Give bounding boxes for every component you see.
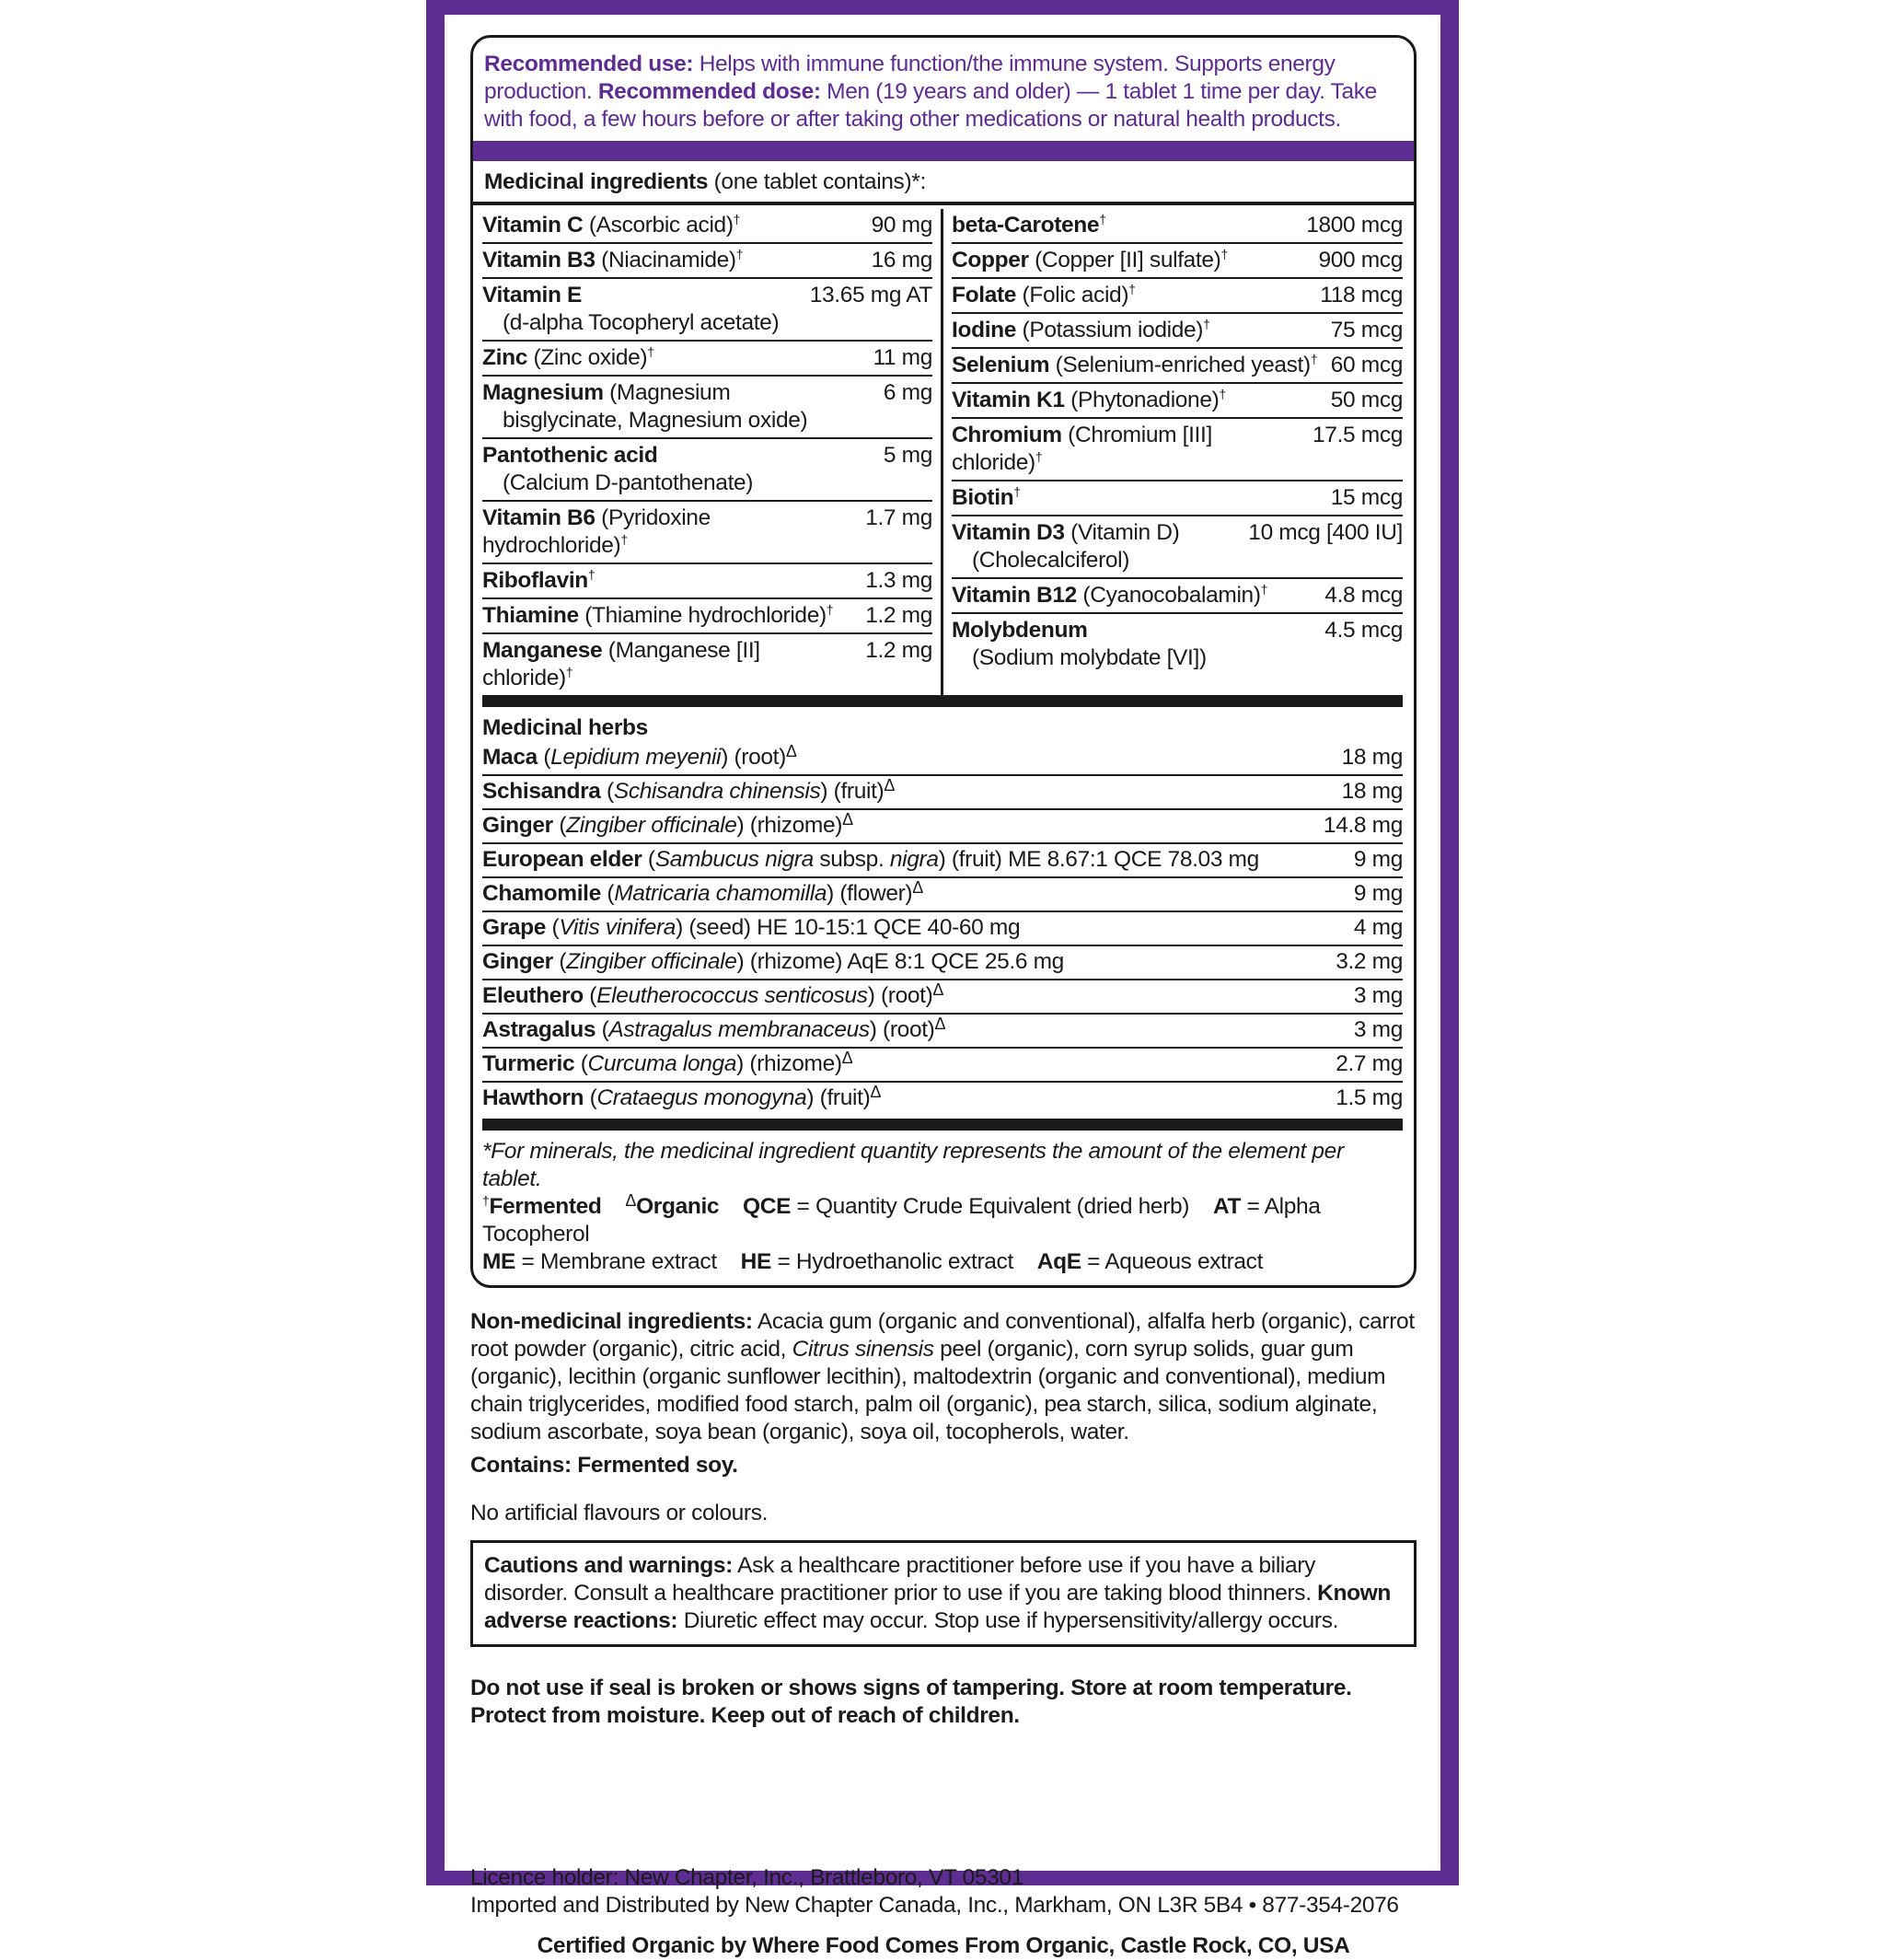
cautions-label: Cautions and warnings: <box>484 1553 733 1578</box>
ingredient-amount: 15 mcg <box>1330 485 1403 510</box>
ingredient-amount: 1.2 mg <box>865 603 932 628</box>
ingredient-row <box>482 500 932 562</box>
dagger-mark: † <box>1203 317 1210 331</box>
herb-latin: Lepidium meyenii <box>550 745 722 770</box>
ingredient-row <box>952 312 1403 347</box>
herb-latin: Zingiber officinale <box>566 949 737 974</box>
ingredient-amount: 900 mcg <box>1318 248 1403 273</box>
licence-holder: Licence holder: New Chapter, Inc., Brattleboro, VT 05301 <box>470 1865 1023 1890</box>
herb-amount: 4 mg <box>1353 915 1403 940</box>
dagger-mark: † <box>826 602 834 617</box>
ingredient-name: Iodine <box>952 318 1017 342</box>
recommended-dose-text: Men (19 years and older) — 1 tablet 1 time per day. Take with food, a few hours before or after taking other medications or natural health products. <box>484 79 1377 132</box>
delta-symbol: Δ <box>625 1191 637 1210</box>
ingredient-row <box>482 597 932 632</box>
ingredient-amount: 5 mg <box>883 443 932 468</box>
herb-description: Eleuthero (Eleutherococcus senticosus) (root)$^\Delta$ <box>482 980 944 1008</box>
medicinal-herbs-section <box>473 707 1414 1119</box>
herb-description: Grape (Vitis vinifera) (seed) HE 10-15:1 QCE 40-60 mg <box>482 915 1021 940</box>
herb-latin-2: nigra <box>889 847 939 872</box>
ingredient-amount: 1800 mcg <box>1306 213 1403 238</box>
organic-mark: Δ <box>932 980 944 999</box>
dagger-mark: † <box>587 567 596 582</box>
ingredient-row <box>482 242 932 277</box>
non-medicinal-ingredients <box>470 1308 1417 1446</box>
ingredient-row <box>482 277 932 340</box>
medicinal-heading <box>473 161 1414 205</box>
ingredient-row <box>482 209 932 242</box>
ingredient-row <box>482 562 932 597</box>
ingredient-amount: 17.5 mcg <box>1313 423 1403 447</box>
herb-description: Turmeric (Curcuma longa) (rhizome)$^\Delta$ <box>482 1049 853 1076</box>
organic-mark: Δ <box>785 742 797 760</box>
adverse-text: Diuretic effect may occur. Stop use if hypersensitivity/allergy occurs. <box>683 1608 1339 1633</box>
herb-name: Astragalus <box>482 1017 596 1042</box>
ingredient-name-block <box>952 519 1239 574</box>
ingredient-name: Thiamine <box>482 603 579 628</box>
ingredient-amount: 90 mg <box>871 213 932 238</box>
dagger-symbol: † <box>482 1193 490 1208</box>
dagger-mark: † <box>1128 282 1136 296</box>
ingredient-name-block <box>482 504 856 560</box>
ingredient-amount: 16 mg <box>871 248 932 273</box>
dagger-mark: † <box>735 247 744 261</box>
he-abbr: HE <box>740 1249 771 1274</box>
ingredient-amount: 118 mcg <box>1320 283 1403 307</box>
herb-extract: AqE 8:1 QCE 25.6 mg <box>847 949 1064 974</box>
herb-row <box>482 1081 1403 1115</box>
herb-latin: Vitis vinifera <box>559 915 677 940</box>
herb-row <box>482 808 1403 842</box>
herb-amount: 9 mg <box>1353 847 1403 872</box>
herb-amount: 14.8 mg <box>1323 813 1403 838</box>
herb-latin: Matricaria chamomilla <box>614 881 827 906</box>
ingredient-amount: 6 mg <box>883 380 932 405</box>
ingredient-name-block <box>952 387 1322 414</box>
recommended-use-text: Helps with immune function/the immune system. Supports energy production. <box>484 52 1336 104</box>
fermented-label: Fermented <box>489 1194 602 1219</box>
ingredient-source: (Chromium [III] chloride) <box>952 423 1212 475</box>
ingredient-source-cont: bisglycinate, Magnesium oxide) <box>503 408 808 433</box>
herb-part: (root) <box>880 983 933 1008</box>
ingredient-source: (Pyridoxine hydrochloride) <box>482 505 711 558</box>
organic-mark: Δ <box>934 1015 946 1033</box>
certified-organic: Certified Organic by Where Food Comes From Organic, Castle Rock, CO, USA <box>537 1933 1350 1958</box>
ingredient-name: Folate <box>952 283 1017 307</box>
ingredient-row <box>952 612 1403 675</box>
herb-amount: 18 mg <box>1341 779 1403 804</box>
herb-amount: 1.5 mg <box>1336 1085 1403 1110</box>
herb-row <box>482 1013 1403 1047</box>
herb-extract: ME 8.67:1 QCE 78.03 mg <box>1008 847 1259 872</box>
herb-part: (root) <box>883 1017 935 1042</box>
ingredient-name: Vitamin D3 <box>952 520 1065 545</box>
herbs-title: Medicinal herbs <box>482 715 648 740</box>
herb-latin: Curcuma longa <box>587 1051 737 1076</box>
nonmed-text-italic: Citrus sinensis <box>792 1337 934 1362</box>
cautions-box <box>470 1540 1417 1647</box>
ingredient-name-block <box>482 282 801 337</box>
ingredient-amount: 10 mcg [400 IU] <box>1248 520 1403 545</box>
medicinal-heading-rest: (one tablet contains)*: <box>713 169 926 194</box>
herb-amount: 18 mg <box>1341 745 1403 770</box>
me-text: = Membrane extract <box>521 1249 717 1274</box>
ingredient-source-cont: (d-alpha Tocopheryl acetate) <box>503 310 780 335</box>
herb-row <box>482 742 1403 774</box>
ingredient-amount: 1.7 mg <box>865 505 932 530</box>
ingredient-name: Copper <box>952 248 1029 273</box>
ingredient-row <box>952 277 1403 312</box>
thick-rule <box>482 695 1403 707</box>
dagger-mark: † <box>565 665 573 679</box>
ingredient-name-block <box>482 247 862 274</box>
herb-row <box>482 1047 1403 1081</box>
ingredient-name-block <box>952 484 1322 512</box>
ingredient-row <box>952 209 1403 242</box>
recommended-section <box>473 38 1414 141</box>
herb-name: Chamomile <box>482 881 601 906</box>
ingredient-source: (Potassium iodide) <box>1022 318 1204 342</box>
ingredient-source: (Selenium-enriched yeast) <box>1055 353 1311 377</box>
no-artificial-statement: No artificial flavours or colours. <box>470 1501 769 1525</box>
label-content <box>470 35 1417 1960</box>
dagger-mark: † <box>647 344 654 359</box>
herb-latin: Sambucus nigra <box>654 847 814 872</box>
ingredient-row <box>482 632 932 695</box>
ingredient-name-block <box>952 247 1309 274</box>
herb-row <box>482 910 1403 945</box>
ingredient-name-block <box>482 344 863 372</box>
recommended-use-label: Recommended use: <box>484 52 694 76</box>
herb-part: (flower) <box>839 881 913 906</box>
label-panel <box>445 15 1440 1958</box>
ingredient-source: (Cyanocobalamin) <box>1082 583 1261 608</box>
ingredient-name: beta-Carotene <box>952 213 1100 238</box>
herb-row <box>482 945 1403 979</box>
organic-mark: Δ <box>884 776 896 794</box>
herb-row <box>482 979 1403 1013</box>
contains-statement: Contains: Fermented soy. <box>470 1453 738 1478</box>
organic-label: Organic <box>636 1194 720 1219</box>
ingredient-amount: 75 mcg <box>1330 318 1403 342</box>
aqe-text: = Aqueous extract <box>1087 1249 1264 1274</box>
ingredients-left-column <box>473 209 943 695</box>
ingredient-source: (Thiamine hydrochloride) <box>584 603 827 628</box>
footnote-legend-1 <box>482 1193 1403 1248</box>
dagger-mark: † <box>1013 484 1021 499</box>
organic-mark: Δ <box>841 1049 853 1067</box>
ingredient-name-block <box>952 582 1315 609</box>
dagger-mark: † <box>1035 449 1043 464</box>
herb-name: Grape <box>482 915 547 940</box>
dagger-mark: † <box>733 212 741 226</box>
dagger-mark: † <box>620 532 628 547</box>
ingredient-source: (Folic acid) <box>1022 283 1129 307</box>
ingredient-source-cont: (Cholecalciferol) <box>972 548 1130 573</box>
ingredient-name: Chromium <box>952 423 1062 447</box>
herb-name: Hawthorn <box>482 1085 584 1110</box>
nonmed-text-b: peel (organic), corn syrup solids, guar gum (organic), lecithin (organic sunflower lecithin), maltodextrin (organic and conventional), medium chain triglycerides, modified food starch, palm oil (organic), pea starch, silica, sodium alginate, sodium ascorbate, soya bean (organic), soya oil, tocopherols, water. <box>470 1337 1386 1444</box>
herb-amount: 3 mg <box>1353 983 1403 1008</box>
ingredient-row <box>952 480 1403 515</box>
herb-latin: Eleutherococcus senticosus <box>596 983 868 1008</box>
ingredient-row <box>952 242 1403 277</box>
at-text: = Alpha Tocopherol <box>482 1194 1321 1247</box>
herb-latin: Crataegus monogyna <box>596 1085 807 1110</box>
ingredient-row <box>952 382 1403 417</box>
ingredient-name-block <box>482 637 856 692</box>
recommended-dose-label: Recommended dose: <box>597 79 821 104</box>
qce-text: = Quantity Crude Equivalent (dried herb) <box>796 1194 1190 1219</box>
herb-part: (root) <box>734 745 786 770</box>
ingredient-amount: 1.3 mg <box>865 568 932 593</box>
ingredient-row <box>952 417 1403 480</box>
dagger-mark: † <box>1099 212 1106 226</box>
ingredient-name: Vitamin B3 <box>482 248 596 273</box>
ingredient-amount: 13.65 mg AT <box>809 283 932 307</box>
ingredient-row <box>952 577 1403 612</box>
adverse-label: Known adverse reactions: <box>484 1581 1392 1633</box>
ingredient-name-block <box>482 442 874 497</box>
ingredient-source: (Niacinamide) <box>601 248 736 273</box>
ingredient-row <box>482 437 932 500</box>
ingredient-source: (Phytonadione) <box>1070 388 1220 412</box>
herb-latin: Astragalus membranaceus <box>608 1017 870 1042</box>
herb-row <box>482 876 1403 910</box>
herb-row <box>482 774 1403 808</box>
ingredient-name: Vitamin E <box>482 283 583 307</box>
ingredient-row <box>952 515 1403 577</box>
organic-mark: Δ <box>912 878 923 897</box>
qce-abbr: QCE <box>743 1194 792 1219</box>
ingredient-name: Pantothenic acid <box>482 443 658 468</box>
herb-description: Chamomile (Matricaria chamomilla) (flower)$^\Delta$ <box>482 878 923 906</box>
thick-rule-bottom <box>482 1119 1403 1131</box>
cautions-text: Ask a healthcare practitioner before use if you have a biliary disorder. Consult a healthcare practitioner prior to use if you are taking blood thinners. <box>484 1553 1316 1606</box>
dagger-mark: † <box>1310 352 1318 366</box>
herb-description: Schisandra (Schisandra chinensis) (fruit)$^\Delta$ <box>482 776 896 804</box>
ingredient-name-block <box>482 379 874 435</box>
herb-part: (fruit) <box>833 779 885 804</box>
ingredient-row <box>482 340 932 375</box>
herb-name: European elder <box>482 847 642 872</box>
ingredient-name: Vitamin K1 <box>952 388 1065 412</box>
footnote-minerals: *For minerals, the medicinal ingredient quantity represents the amount of the element per tablet. <box>482 1139 1344 1191</box>
ingredient-amount: 4.5 mcg <box>1324 618 1403 643</box>
ingredient-source-cont: (Sodium molybdate [VI]) <box>972 645 1207 670</box>
herb-name: Schisandra <box>482 779 601 804</box>
dagger-mark: † <box>1220 247 1228 261</box>
dagger-mark: † <box>1260 582 1268 597</box>
herb-description: Ginger (Zingiber officinale) (rhizome) AqE 8:1 QCE 25.6 mg <box>482 949 1064 974</box>
importer-line: Imported and Distributed by New Chapter Canada, Inc., Markham, ON L3R 5B4 • 877-354-2076 <box>470 1893 1399 1918</box>
herb-part: (fruit) <box>819 1085 871 1110</box>
ingredient-name-block <box>952 317 1322 344</box>
ingredient-amount: 50 mcg <box>1330 388 1403 412</box>
herb-name: Eleuthero <box>482 983 584 1008</box>
ingredient-name: Vitamin B6 <box>482 505 596 530</box>
me-abbr: ME <box>482 1249 516 1274</box>
herb-row <box>482 842 1403 876</box>
ingredient-name-block <box>952 617 1315 672</box>
herb-description: Maca (Lepidium meyenii) (root)$^\Delta$ <box>482 742 797 770</box>
purple-divider <box>473 141 1414 161</box>
footnotes <box>473 1131 1414 1285</box>
organic-mark: Δ <box>842 810 853 829</box>
medicinal-heading-bold: Medicinal ingredients <box>484 169 709 194</box>
ingredients-right-column <box>943 209 1414 695</box>
nonmed-text-a: Acacia gum (organic and conventional), alfalfa herb (organic), carrot root powder (organic), citric acid, <box>470 1309 1415 1362</box>
ingredient-row <box>952 347 1403 382</box>
footnote-legend-2 <box>482 1248 1403 1276</box>
ingredient-name-block <box>482 212 862 239</box>
ingredient-name: Riboflavin <box>482 568 588 593</box>
ingredient-name: Biotin <box>952 485 1014 510</box>
ingredient-amount: 11 mg <box>873 345 932 370</box>
he-text: = Hydroethanolic extract <box>777 1249 1013 1274</box>
at-abbr: AT <box>1212 1194 1242 1219</box>
ingredient-name: Selenium <box>952 353 1050 377</box>
ingredient-source: (Manganese [II] chloride) <box>482 638 760 690</box>
aqe-abbr: AqE <box>1036 1249 1081 1274</box>
herb-extract: HE 10-15:1 QCE 40-60 mg <box>757 915 1021 940</box>
ingredient-name-block <box>482 567 856 595</box>
ingredient-source: (Copper [II] sulfate) <box>1035 248 1221 273</box>
ingredient-name-block <box>952 352 1322 379</box>
ingredient-source: (Ascorbic acid) <box>588 213 734 238</box>
herb-part: (fruit) <box>951 847 1002 872</box>
ingredient-source-cont: (Calcium D-pantothenate) <box>503 470 754 495</box>
ingredient-amount: 4.8 mcg <box>1324 583 1403 608</box>
ingredient-name: Zinc <box>482 345 527 370</box>
ingredient-name: Vitamin B12 <box>952 583 1077 608</box>
herb-part: (rhizome) <box>749 1051 842 1076</box>
ingredient-name-block <box>482 602 856 630</box>
herb-amount: 9 mg <box>1353 881 1403 906</box>
ingredient-row <box>482 375 932 437</box>
ingredient-name: Manganese <box>482 638 603 663</box>
herb-amount: 3.2 mg <box>1336 949 1403 974</box>
herb-description: European elder (Sambucus nigra subsp. nigra) (fruit) ME 8.67:1 QCE 78.03 mg <box>482 847 1259 872</box>
ingredient-name: Molybdenum <box>952 618 1088 643</box>
herb-latin-mid: subsp. <box>813 847 890 872</box>
ingredient-name-block <box>952 422 1303 477</box>
ingredient-name: Magnesium <box>482 380 604 405</box>
ingredient-amount: 1.2 mg <box>865 638 932 663</box>
herbs-list <box>482 742 1403 1115</box>
ingredient-source: (Magnesium <box>609 380 731 405</box>
ingredient-source: (Zinc oxide) <box>533 345 648 370</box>
herb-latin: Zingiber officinale <box>566 813 737 838</box>
label-frame <box>426 0 1459 1958</box>
herb-description: Astragalus (Astragalus membranaceus) (root)$^\Delta$ <box>482 1015 946 1042</box>
herb-amount: 3 mg <box>1353 1017 1403 1042</box>
ingredients-grid <box>473 205 1414 695</box>
ingredient-source: (Vitamin D) <box>1070 520 1180 545</box>
herb-description: Ginger (Zingiber officinale) (rhizome)$^\Delta$ <box>482 810 853 838</box>
nonmed-label: Non-medicinal ingredients: <box>470 1309 753 1334</box>
herb-name: Ginger <box>482 813 553 838</box>
dagger-mark: † <box>1219 387 1226 401</box>
herb-part: (rhizome) <box>749 949 843 974</box>
organic-mark: Δ <box>870 1083 882 1101</box>
herb-name: Ginger <box>482 949 553 974</box>
ingredient-name-block <box>952 212 1297 239</box>
herb-name: Maca <box>482 745 538 770</box>
storage-statement: Do not use if seal is broken or shows signs of tampering. Store at room temperature. Protect from moisture. Keep out of reach of children. <box>470 1676 1352 1728</box>
ingredient-name: Vitamin C <box>482 213 584 238</box>
herb-part: (rhizome) <box>749 813 843 838</box>
herb-name: Turmeric <box>482 1051 575 1076</box>
supplement-facts-panel <box>470 35 1417 1288</box>
herb-description: Hawthorn (Crataegus monogyna) (fruit)$^\Delta$ <box>482 1083 882 1110</box>
ingredient-amount: 60 mcg <box>1330 353 1403 377</box>
herb-latin: Schisandra chinensis <box>613 779 821 804</box>
herb-amount: 2.7 mg <box>1336 1051 1403 1076</box>
herb-part: (seed) <box>688 915 751 940</box>
ingredient-name-block <box>952 282 1311 309</box>
